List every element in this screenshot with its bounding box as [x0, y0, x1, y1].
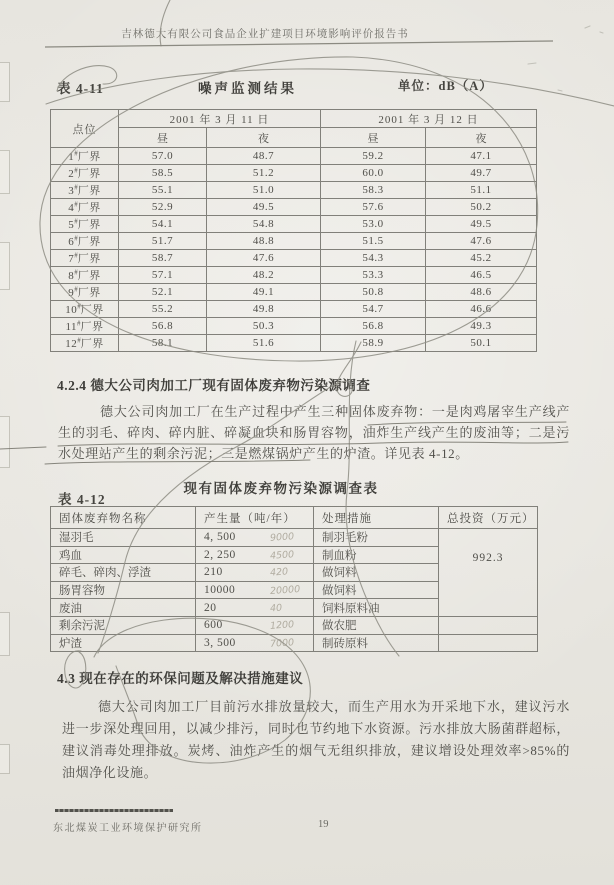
point-number: 1 — [68, 151, 75, 163]
noise-header-row-1 — [51, 110, 537, 128]
scan-specks — [528, 26, 603, 91]
noise-value-cell: 48.6 — [426, 284, 537, 301]
point-hash-mark: # — [74, 200, 78, 209]
noise-value-cell: 55.1 — [119, 182, 207, 199]
noise-value-cell: 55.2 — [119, 301, 207, 318]
table-4-11-title: 噪声监测结果 — [198, 81, 297, 96]
waste-measure-cell: 做饲料 — [314, 581, 439, 599]
noise-table-row — [51, 284, 537, 301]
noise-value-cell: 54.8 — [207, 216, 321, 233]
point-label-cell — [51, 250, 119, 267]
waste-measure-cell: 制砖原料 — [314, 634, 439, 652]
column-header-day: 昼 — [321, 128, 426, 148]
noise-value-cell: 57.6 — [321, 199, 426, 216]
noise-value-cell: 51.1 — [426, 182, 537, 199]
handwritten-correction: 20000 — [269, 584, 301, 598]
printed-amount: 210 — [204, 566, 223, 579]
footer-rule — [55, 809, 173, 812]
noise-table-row — [51, 182, 537, 199]
noise-monitoring-table — [50, 109, 537, 352]
point-hash-mark: # — [77, 336, 81, 345]
point-suffix: 厂界 — [77, 219, 101, 231]
point-suffix: 厂界 — [77, 168, 101, 180]
noise-value-cell: 50.1 — [426, 335, 537, 352]
noise-value-cell: 58.9 — [321, 335, 426, 352]
point-suffix: 厂界 — [77, 270, 101, 282]
column-header-measure: 处理措施 — [314, 507, 439, 529]
point-number: 6 — [68, 236, 75, 248]
noise-value-cell: 48.7 — [207, 148, 321, 165]
noise-table-row — [51, 335, 537, 352]
point-suffix: 厂界 — [77, 287, 101, 299]
section-4-2-4-paragraph: 德大公司肉加工厂在生产过程中产生三种固体废弃物：一是肉鸡屠宰生产线产生的羽毛、碎肉、碎内脏、碎凝血块和肠胃容物，油炸生产线产生的废油等；二是污水处理站产生的剩余污泥；三是燃煤锅炉产生的炉渣。详见表 4-12。 — [58, 404, 570, 461]
point-suffix: 厂界 — [80, 321, 104, 333]
waste-name-cell: 肠胃容物 — [51, 581, 196, 599]
noise-value-cell: 53.3 — [321, 267, 426, 284]
noise-value-cell: 49.3 — [426, 318, 537, 335]
noise-value-cell: 54.3 — [321, 250, 426, 267]
noise-value-cell: 47.6 — [426, 233, 537, 250]
column-header-date-1: 2001 年 3 月 11 日 — [119, 110, 321, 128]
table-4-11-unit-label: 单位：dB（A） — [398, 79, 493, 93]
point-hash-mark: # — [74, 149, 78, 158]
point-hash-mark: # — [77, 302, 81, 311]
handwritten-correction: 40 — [269, 602, 283, 615]
investment-empty-cell — [439, 634, 538, 652]
scan-edge-artifact — [0, 416, 10, 468]
point-label-cell — [51, 216, 119, 233]
point-suffix: 厂界 — [77, 185, 101, 197]
noise-value-cell: 49.1 — [207, 284, 321, 301]
noise-table-row — [51, 199, 537, 216]
point-hash-mark: # — [77, 319, 81, 328]
point-hash-mark: # — [74, 217, 78, 226]
point-hash-mark: # — [74, 234, 78, 243]
noise-value-cell: 50.3 — [207, 318, 321, 335]
point-hash-mark: # — [74, 166, 78, 175]
section-4-3-paragraph: 德大公司肉加工厂目前污水排放量较大，而生产用水为开采地下水，建议污水进一步深处理回用，以减少排污，同时也节约地下水资源。污水排放大肠菌群超标，建议消毒处理排放。炭烤、油炸产生的烟气无组织排放，建议增设处理效率>85%的油烟净化设施。 — [62, 699, 570, 780]
noise-table-body — [51, 148, 537, 352]
point-number: 4 — [68, 202, 75, 214]
noise-table-row — [51, 301, 537, 318]
point-suffix: 厂界 — [80, 304, 104, 316]
table-4-12-title: 现有固体废弃物污染源调查表 — [183, 481, 379, 496]
total-investment-value: 992.3 — [472, 552, 504, 565]
table-4-11-label: 表 4-11 — [57, 81, 104, 96]
waste-amount-cell — [196, 564, 314, 582]
noise-table-row — [51, 250, 537, 267]
footer-organization: 东北煤炭工业环境保护研究所 — [53, 823, 203, 834]
point-number: 3 — [68, 185, 75, 197]
noise-value-cell: 49.7 — [426, 165, 537, 182]
waste-table-row — [51, 529, 538, 547]
column-header-date-2: 2001 年 3 月 12 日 — [321, 110, 537, 128]
scan-edge-artifact — [0, 744, 10, 774]
header-rule — [45, 41, 553, 47]
point-number: 9 — [68, 287, 75, 299]
noise-table-row — [51, 318, 537, 335]
noise-table-row — [51, 267, 537, 284]
point-number: 2 — [68, 168, 75, 180]
point-hash-mark: # — [74, 268, 78, 277]
point-number: 10 — [65, 304, 78, 316]
point-suffix: 厂界 — [80, 338, 104, 350]
noise-table-row — [51, 165, 537, 182]
waste-amount-cell — [196, 546, 314, 564]
point-number: 8 — [68, 270, 75, 282]
point-label-cell — [51, 165, 119, 182]
point-label-cell — [51, 233, 119, 250]
point-label-cell — [51, 284, 119, 301]
waste-amount-cell — [196, 599, 314, 617]
noise-value-cell: 52.9 — [119, 199, 207, 216]
noise-value-cell: 51.0 — [207, 182, 321, 199]
noise-value-cell: 51.2 — [207, 165, 321, 182]
printed-amount: 3, 500 — [204, 636, 236, 649]
noise-value-cell: 53.0 — [321, 216, 426, 233]
point-hash-mark: # — [74, 251, 78, 260]
noise-value-cell: 51.7 — [119, 233, 207, 250]
footer-page-number: 19 — [318, 819, 329, 830]
point-label-cell — [51, 301, 119, 318]
total-investment-cell — [439, 529, 538, 617]
noise-value-cell: 56.8 — [119, 318, 207, 335]
noise-value-cell: 46.6 — [426, 301, 537, 318]
point-suffix: 厂界 — [77, 236, 101, 248]
scan-edge-artifact — [0, 62, 10, 102]
column-header-night: 夜 — [426, 128, 537, 148]
printed-amount: 4, 500 — [204, 531, 236, 544]
point-label-cell — [51, 199, 119, 216]
noise-value-cell: 54.7 — [321, 301, 426, 318]
waste-name-cell: 湿羽毛 — [51, 529, 196, 547]
point-label-cell — [51, 148, 119, 165]
waste-table-row — [51, 616, 538, 634]
printed-amount: 20 — [204, 601, 217, 614]
noise-table-row — [51, 233, 537, 250]
handwritten-correction: 420 — [269, 566, 289, 580]
point-hash-mark: # — [74, 183, 78, 192]
printed-amount: 10000 — [204, 584, 236, 597]
column-header-investment: 总投资（万元） — [439, 507, 538, 529]
point-suffix: 厂界 — [77, 151, 101, 163]
noise-value-cell: 58.3 — [321, 182, 426, 199]
scan-edge-artifact — [0, 612, 10, 656]
point-suffix: 厂界 — [77, 253, 101, 265]
handwritten-correction: 7000 — [269, 637, 295, 650]
handwritten-correction: 4500 — [269, 549, 295, 562]
waste-measure-cell: 制血粉 — [314, 546, 439, 564]
column-header-point: 点位 — [51, 110, 119, 148]
noise-value-cell: 50.2 — [426, 199, 537, 216]
noise-value-cell: 48.8 — [207, 233, 321, 250]
noise-value-cell: 48.2 — [207, 267, 321, 284]
noise-table-row — [51, 216, 537, 233]
noise-table-row — [51, 148, 537, 165]
table-4-12-label: 表 4-12 — [58, 492, 106, 507]
point-label-cell — [51, 267, 119, 284]
noise-value-cell: 54.1 — [119, 216, 207, 233]
point-suffix: 厂界 — [77, 202, 101, 214]
scan-edge-artifact — [0, 150, 10, 194]
waste-measure-cell: 做饲料 — [314, 564, 439, 582]
noise-value-cell: 47.1 — [426, 148, 537, 165]
noise-value-cell: 51.5 — [321, 233, 426, 250]
noise-value-cell: 58.1 — [119, 335, 207, 352]
waste-name-cell: 鸡血 — [51, 546, 196, 564]
investment-empty-cell — [439, 616, 538, 634]
point-label-cell — [51, 182, 119, 199]
column-header-waste-name: 固体废弃物名称 — [51, 507, 196, 529]
waste-amount-cell — [196, 616, 314, 634]
scan-edge-artifact — [0, 242, 10, 290]
printed-amount: 600 — [204, 619, 223, 632]
noise-value-cell: 51.6 — [207, 335, 321, 352]
noise-value-cell: 49.8 — [207, 301, 321, 318]
noise-value-cell: 56.8 — [321, 318, 426, 335]
document-header-title: 吉林德大有限公司食品企业扩建项目环境影响评价报告书 — [121, 29, 409, 40]
point-number: 12 — [65, 338, 78, 350]
handwritten-correction: 9000 — [269, 531, 295, 545]
noise-value-cell: 45.2 — [426, 250, 537, 267]
point-number: 7 — [68, 253, 75, 265]
waste-measure-cell: 制羽毛粉 — [314, 529, 439, 547]
waste-name-cell: 碎毛、碎肉、浮渣 — [51, 564, 196, 582]
waste-measure-cell: 饲料原料油 — [314, 599, 439, 617]
noise-value-cell: 49.5 — [426, 216, 537, 233]
noise-header-row-2 — [51, 128, 537, 148]
waste-measure-cell: 做农肥 — [314, 616, 439, 634]
point-number: 11 — [65, 321, 78, 333]
scribble-wide-arc — [46, 69, 614, 106]
noise-value-cell: 52.1 — [119, 284, 207, 301]
point-hash-mark: # — [74, 285, 78, 294]
noise-value-cell: 57.0 — [119, 148, 207, 165]
waste-header-row — [51, 507, 538, 529]
section-4-3-heading: 4.3 现在存在的环保问题及解决措施建议 — [57, 671, 304, 686]
printed-amount: 2, 250 — [204, 548, 236, 561]
waste-amount-cell — [196, 581, 314, 599]
waste-name-cell: 废油 — [51, 599, 196, 617]
waste-table-body — [51, 529, 538, 652]
noise-value-cell: 59.2 — [321, 148, 426, 165]
noise-value-cell: 47.6 — [207, 250, 321, 267]
noise-value-cell: 50.8 — [321, 284, 426, 301]
waste-amount-cell — [196, 529, 314, 547]
column-header-night: 夜 — [207, 128, 321, 148]
waste-table-row — [51, 634, 538, 652]
noise-value-cell: 58.7 — [119, 250, 207, 267]
column-header-day: 昼 — [119, 128, 207, 148]
solid-waste-table — [50, 506, 538, 652]
section-4-2-4-heading: 4.2.4 德大公司肉加工厂现有固体废弃物污染源调查 — [57, 378, 371, 393]
point-label-cell — [51, 335, 119, 352]
noise-value-cell: 46.5 — [426, 267, 537, 284]
waste-amount-cell — [196, 634, 314, 652]
noise-value-cell: 57.1 — [119, 267, 207, 284]
column-header-amount: 产生量（吨/年） — [196, 507, 314, 529]
noise-value-cell: 49.5 — [207, 199, 321, 216]
point-number: 5 — [68, 219, 75, 231]
handwritten-correction: 1200 — [269, 619, 295, 633]
noise-value-cell: 58.5 — [119, 165, 207, 182]
point-label-cell — [51, 318, 119, 335]
noise-value-cell: 60.0 — [321, 165, 426, 182]
waste-name-cell: 炉渣 — [51, 634, 196, 652]
waste-name-cell: 剩余污泥 — [51, 616, 196, 634]
